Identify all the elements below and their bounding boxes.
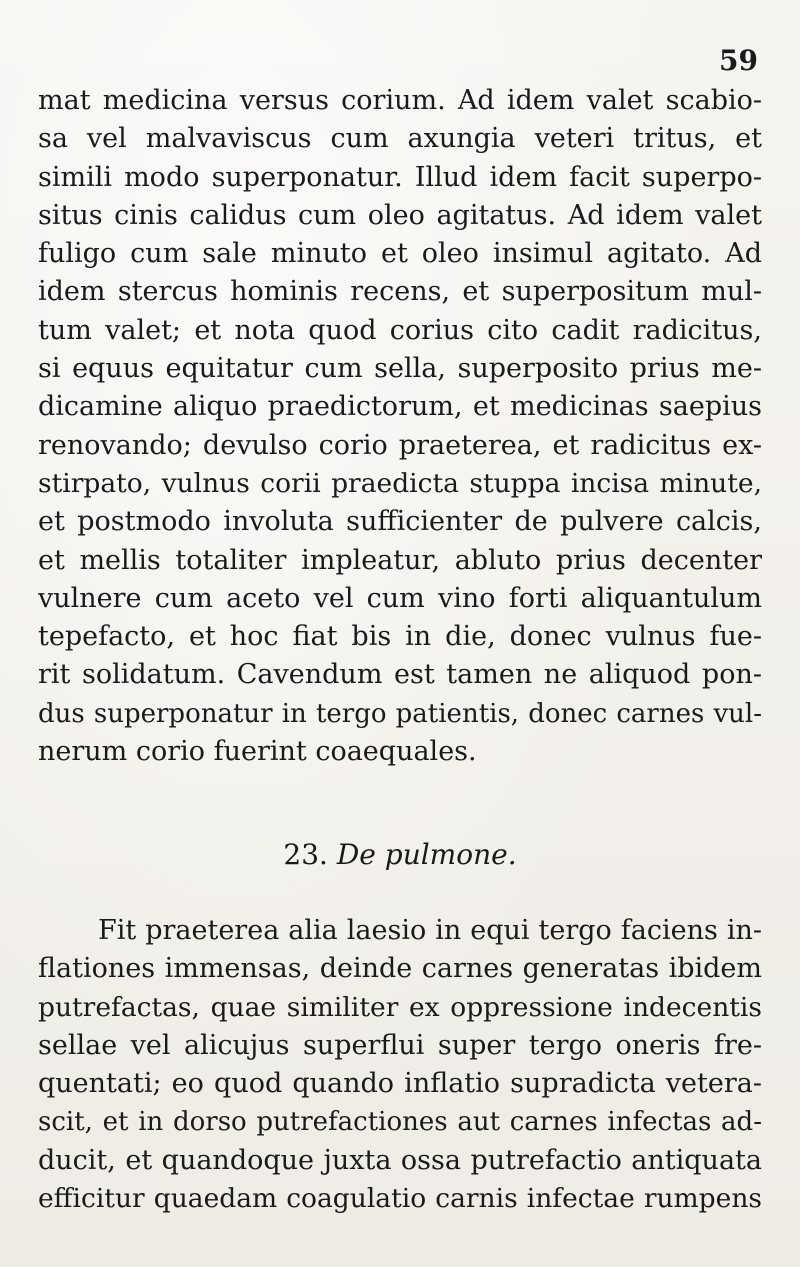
text-line: si equus equitatur cum sella, superposito prius me- xyxy=(38,353,762,385)
text-line: et postmodo involuta sufficienter de pulvere calcis, xyxy=(38,506,762,538)
text-line: flationes immensas, deinde carnes generatas ibidem xyxy=(38,953,762,985)
paragraph-1 xyxy=(38,82,762,771)
text-line: renovando; devulso corio praeterea, et radicitus ex- xyxy=(38,429,762,461)
text-line: putrefactas, quae similiter ex oppressione indecentis xyxy=(38,991,762,1023)
paragraph-2 xyxy=(38,912,762,1218)
text-line: tepefacto, et hoc fiat bis in die, donec vulnus fue- xyxy=(38,621,762,653)
text-line: idem stercus hominis recens, et superpositum mul- xyxy=(38,276,762,308)
text-line: situs cinis calidus cum oleo agitatus. Ad idem valet xyxy=(38,199,762,231)
text-line: stirpato, vulnus corii praedicta stuppa incisa minute, xyxy=(38,467,762,499)
section-number: 23. xyxy=(283,838,328,871)
text-line: quentati; eo quod quando inflatio supradicta vetera- xyxy=(38,1068,762,1100)
text-line: fuligo cum sale minuto et oleo insimul agitato. Ad xyxy=(38,238,762,270)
section-heading xyxy=(0,836,800,874)
text-line: ducit, et quandoque juxta ossa putrefactio antiquata xyxy=(38,1144,762,1176)
page-number: 59 xyxy=(719,44,758,77)
text-line: mat medicina versus corium. Ad idem valet scabio- xyxy=(38,85,762,116)
text-line-first: Fit praeterea alia laesio in equi tergo faciens in- xyxy=(98,915,762,946)
text-line-last: nerum corio fuerint coaequales. xyxy=(38,736,477,768)
section-title: De pulmone. xyxy=(336,838,517,871)
text-line: rit solidatum. Cavendum est tamen ne aliquod pon- xyxy=(38,659,762,691)
text-line: dicamine aliquo praedictorum, et medicinas saepius xyxy=(38,391,762,423)
text-line: tum valet; et nota quod corius cito cadit radicitus, xyxy=(38,314,762,346)
text-line: vulnere cum aceto vel cum vino forti aliquantulum xyxy=(38,582,762,614)
text-line: et mellis totaliter impleatur, abluto prius decenter xyxy=(38,544,762,576)
text-line: efficitur quaedam coagulatio carnis infectae rumpens xyxy=(38,1183,762,1215)
text-line: sa vel malvaviscus cum axungia veteri tritus, et xyxy=(38,123,762,155)
text-line: simili modo superponatur. Illud idem facit superpo- xyxy=(38,161,762,193)
text-line: scit, et in dorso putrefactiones aut carnes infectas ad- xyxy=(38,1107,762,1138)
text-line: dus superponatur in tergo patientis, donec carnes vul- xyxy=(38,698,762,729)
text-line: sellae vel alicujus superflui super tergo oneris fre- xyxy=(38,1029,762,1061)
